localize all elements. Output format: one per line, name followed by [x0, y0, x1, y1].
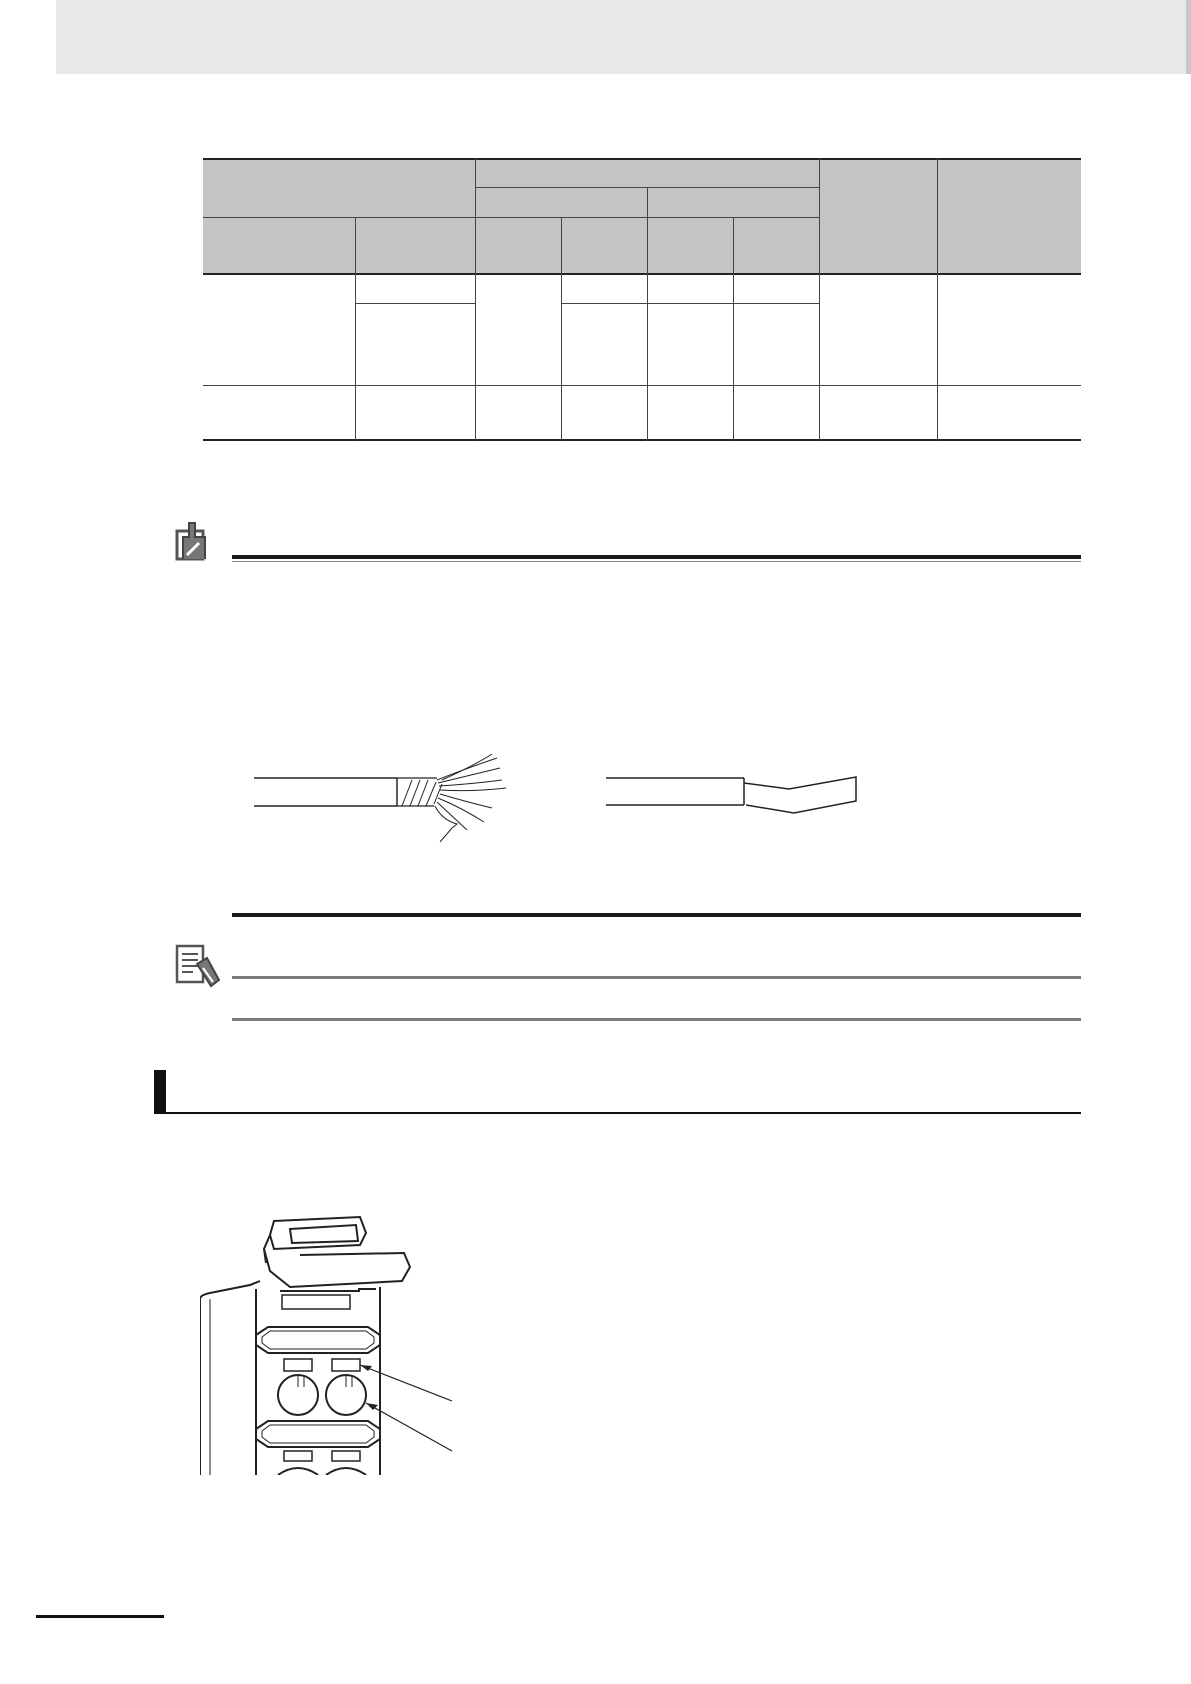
table-row-divider — [561, 303, 819, 304]
table-col-divider — [819, 158, 820, 441]
table-header-row — [203, 158, 1081, 273]
page-header-band — [56, 0, 1191, 74]
precautions-top-rule-thin — [232, 561, 1081, 562]
additional-info-bottom-rule — [232, 1018, 1081, 1021]
table-col-divider — [355, 217, 356, 441]
additional-info-top-rule — [232, 976, 1081, 979]
table-col-divider — [475, 158, 476, 441]
precautions-for-correct-use-icon — [175, 521, 211, 561]
table-col-divider — [561, 217, 562, 441]
additional-information-icon — [175, 944, 221, 988]
twisted-wire-illustration — [604, 765, 864, 825]
specification-table — [203, 158, 1081, 441]
stranded-wire-frayed-illustration — [252, 750, 522, 850]
precautions-bottom-rule — [232, 913, 1081, 917]
table-row-divider — [203, 385, 1081, 386]
section-heading-marker — [154, 1070, 166, 1114]
table-header-bottom-rule — [203, 273, 1081, 275]
table-header-divider — [203, 217, 819, 218]
precautions-top-rule — [232, 555, 1081, 559]
table-col-divider — [647, 187, 648, 441]
table-col-divider — [733, 217, 734, 441]
footer-rule — [36, 1615, 164, 1618]
table-top-rule — [203, 158, 1081, 160]
section-heading-rule — [154, 1112, 1081, 1114]
table-col-divider — [937, 158, 938, 441]
thumb-index-mark — [1186, 0, 1191, 74]
terminal-block-illustration — [200, 1215, 460, 1475]
table-bottom-rule — [203, 439, 1081, 441]
table-row-divider — [355, 303, 475, 304]
